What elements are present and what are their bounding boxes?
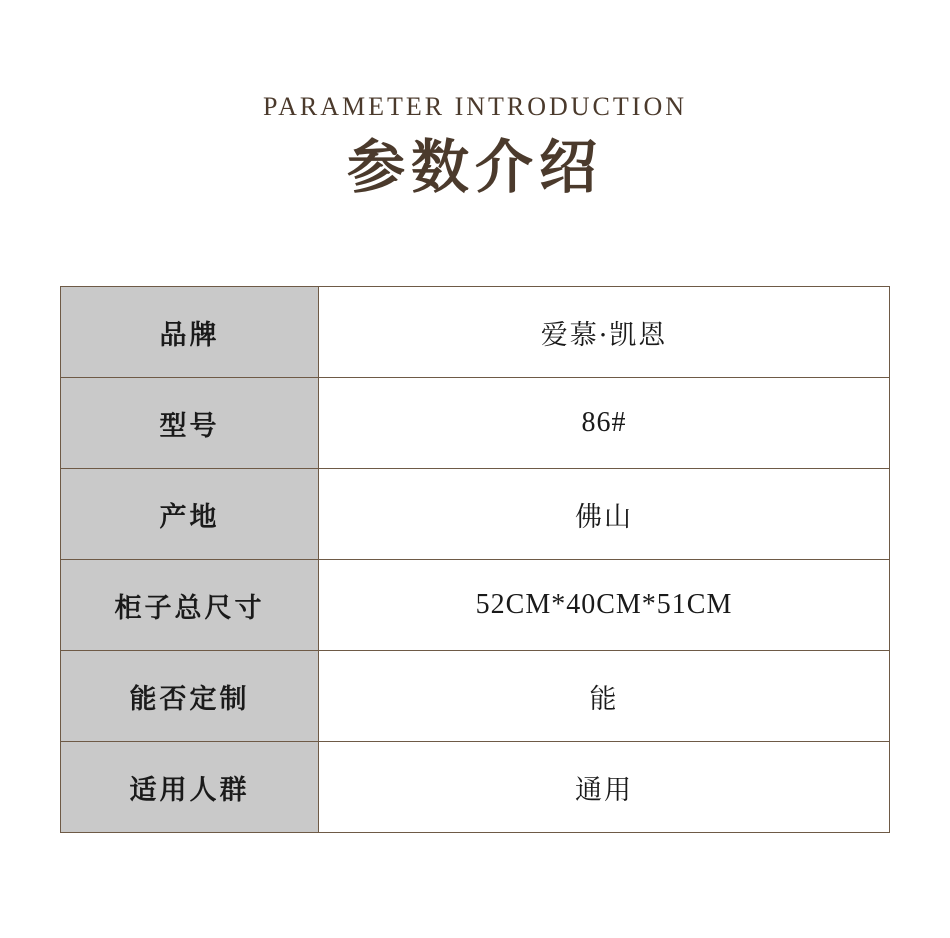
parameter-label: 能否定制 (61, 651, 319, 742)
page-title-english: PARAMETER INTRODUCTION (263, 92, 687, 121)
parameter-label: 适用人群 (61, 742, 319, 833)
table-row (61, 742, 890, 833)
table-row (61, 469, 890, 560)
table-row (61, 378, 890, 469)
parameter-label: 柜子总尺寸 (61, 560, 319, 651)
table-row (61, 651, 890, 742)
parameters-table (60, 286, 890, 833)
parameter-value: 爱慕·凯恩 (319, 287, 890, 378)
parameter-value: 佛山 (319, 469, 890, 560)
parameter-value: 52CM*40CM*51CM (319, 560, 890, 651)
parameters-table-body (61, 287, 890, 833)
page-title-chinese: 参数介绍 (346, 133, 603, 201)
table-row (61, 560, 890, 651)
parameter-label: 产地 (61, 469, 319, 560)
parameter-value: 通用 (319, 742, 890, 833)
table-row (61, 287, 890, 378)
parameters-table-wrapper (60, 286, 890, 833)
parameter-label: 型号 (61, 378, 319, 469)
page-header (0, 0, 950, 200)
parameter-value: 86# (319, 378, 890, 469)
parameter-label: 品牌 (61, 287, 319, 378)
parameter-value: 能 (319, 651, 890, 742)
